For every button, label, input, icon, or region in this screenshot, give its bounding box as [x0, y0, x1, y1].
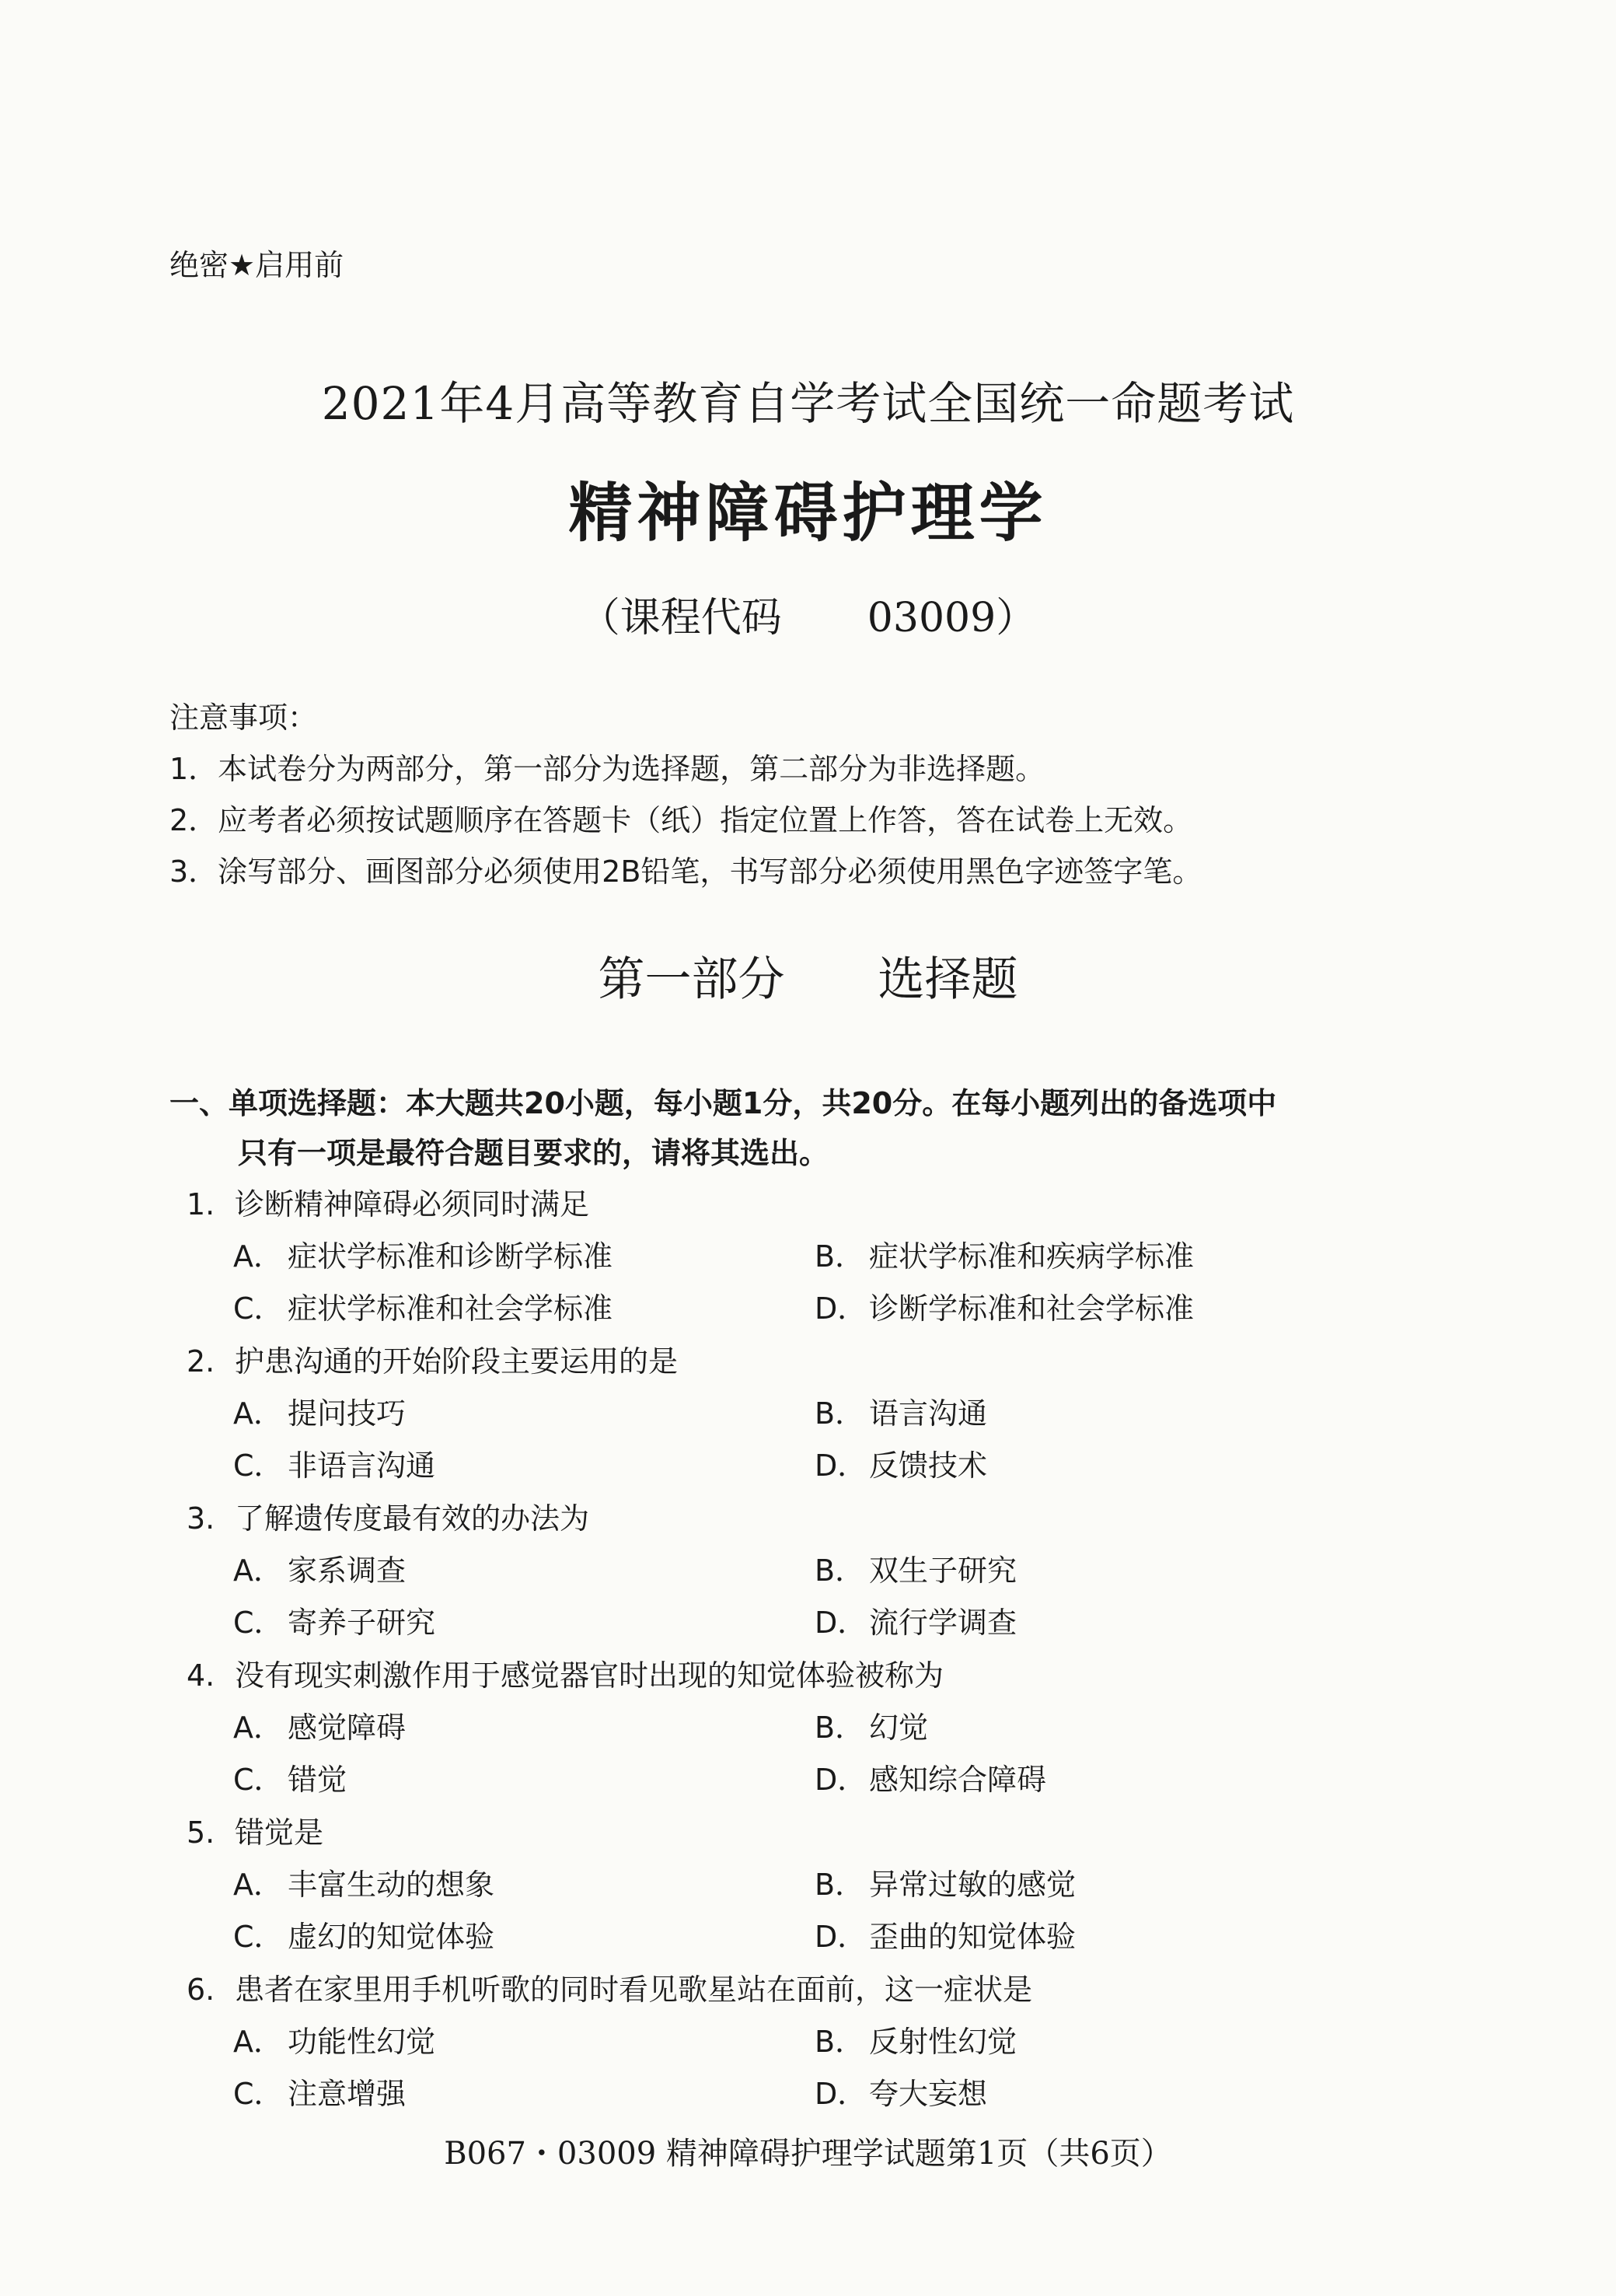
option-letter: D．: [815, 1763, 867, 1797]
option-letter: C．: [233, 1763, 284, 1797]
answer-option: [815, 2070, 987, 2113]
answer-option: [233, 1232, 613, 1275]
answer-option: [815, 1913, 1076, 1955]
option-text: 流行学调查: [869, 1606, 1017, 1640]
part-title: 选择题: [878, 952, 1018, 1007]
question-number: 3.: [187, 1501, 215, 1536]
course-code-label: （课程代码: [579, 595, 782, 641]
page-footer: B067・03009 精神障碍护理学试题第1页（共6页）: [444, 2136, 1172, 2172]
option-letter: D．: [815, 1920, 867, 1954]
answer-option: [815, 1284, 1194, 1327]
option-letter: D．: [815, 2077, 867, 2111]
option-letter: D．: [815, 1449, 867, 1483]
section-heading: 一、单项选择题：本大题共20小题，每小题1分，共20分。在每小题列出的备选项中: [169, 1086, 1277, 1120]
question-text: 护患沟通的开始阶段主要运用的是: [235, 1344, 679, 1379]
answer-option: [815, 2018, 1017, 2060]
option-text: 幻觉: [869, 1711, 929, 1745]
option-letter: A．: [233, 1239, 283, 1274]
question-stem: [187, 1180, 589, 1223]
option-letter: B．: [815, 1711, 865, 1745]
answer-option: [815, 1442, 987, 1484]
answer-option: [815, 1546, 1017, 1589]
answer-option: [233, 1704, 406, 1746]
notice-heading: 注意事项：: [169, 701, 318, 735]
exam-title: 2021年4月高等教育自学考试全国统一命题考试: [321, 377, 1295, 430]
course-code-value: 03009）: [867, 595, 1037, 641]
option-text: 寄养子研究: [288, 1606, 436, 1640]
option-letter: A．: [233, 1396, 283, 1431]
question-text: 了解遗传度最有效的办法为: [235, 1501, 590, 1536]
question-stem: [187, 1966, 1032, 2008]
notice-item: 2．应考者必须按试题顺序在答题卡（纸）指定位置上作答，答在试卷上无效。: [169, 803, 1193, 837]
question-text: 诊断精神障碍必须同时满足: [235, 1187, 590, 1221]
question-number: 1.: [187, 1187, 215, 1221]
question-text: 患者在家里用手机听歌的同时看见歌星站在面前，这一症状是: [235, 1973, 1033, 2007]
option-text: 感知综合障碍: [869, 1763, 1047, 1797]
option-letter: C．: [233, 2077, 284, 2111]
option-text: 双生子研究: [869, 1553, 1017, 1588]
question-text: 没有现实刺激作用于感觉器官时出现的知觉体验被称为: [235, 1658, 944, 1693]
option-letter: B．: [815, 1396, 865, 1431]
answer-option: [233, 1389, 406, 1432]
option-letter: B．: [815, 2025, 865, 2059]
course-code: [0, 585, 1616, 643]
answer-option: [815, 1861, 1076, 1903]
answer-option: [233, 1442, 435, 1484]
option-letter: A．: [233, 1868, 283, 1902]
option-text: 注意增强: [288, 2077, 407, 2111]
part-heading: [0, 942, 1616, 1009]
option-text: 语言沟通: [869, 1396, 988, 1431]
option-text: 歪曲的知觉体验: [869, 1920, 1077, 1954]
question-stem: [187, 1808, 323, 1851]
question-number: 4.: [187, 1658, 215, 1693]
option-letter: C．: [233, 1449, 284, 1483]
section-heading-cont: 只有一项是最符合题目要求的，请将其选出。: [238, 1136, 829, 1170]
question-number: 6.: [187, 1973, 215, 2007]
answer-option: [815, 1756, 1046, 1798]
answer-option: [233, 1756, 347, 1798]
option-letter: A．: [233, 1553, 283, 1588]
answer-option: [233, 1599, 435, 1641]
option-text: 错觉: [288, 1763, 347, 1797]
subject-title: 精神障碍护理学: [568, 476, 1048, 550]
option-letter: A．: [233, 1711, 283, 1745]
option-letter: B．: [815, 1868, 865, 1902]
answer-option: [233, 2070, 406, 2113]
option-text: 症状学标准和社会学标准: [288, 1291, 613, 1326]
answer-option: [815, 1704, 928, 1746]
answer-option: [233, 1913, 494, 1955]
notice-item: 1．本试卷分为两部分，第一部分为选择题，第二部分为非选择题。: [169, 752, 1045, 786]
option-text: 家系调查: [288, 1553, 407, 1588]
option-text: 异常过敏的感觉: [869, 1868, 1077, 1902]
question-stem: [187, 1337, 678, 1380]
option-text: 丰富生动的想象: [288, 1868, 495, 1902]
option-text: 诊断学标准和社会学标准: [869, 1291, 1195, 1326]
answer-option: [233, 1284, 613, 1327]
option-text: 症状学标准和疾病学标准: [869, 1239, 1195, 1274]
option-text: 感觉障碍: [288, 1711, 407, 1745]
answer-option: [233, 2018, 435, 2060]
question-text: 错觉是: [235, 1815, 324, 1850]
option-letter: B．: [815, 1553, 865, 1588]
answer-option: [815, 1389, 987, 1432]
option-letter: C．: [233, 1920, 284, 1954]
option-letter: A．: [233, 2025, 283, 2059]
option-text: 反射性幻觉: [869, 2025, 1017, 2059]
answer-option: [815, 1599, 1017, 1641]
answer-option: [233, 1546, 406, 1589]
notice-item: 3．涂写部分、画图部分必须使用2B铅笔，书写部分必须使用黑色字迹签字笔。: [169, 854, 1202, 889]
question-number: 2.: [187, 1344, 215, 1379]
question-number: 5.: [187, 1815, 215, 1850]
question-stem: [187, 1651, 944, 1694]
part-name: 第一部分: [598, 952, 785, 1007]
answer-option: [815, 1232, 1194, 1275]
option-letter: B．: [815, 1239, 865, 1274]
question-stem: [187, 1494, 589, 1537]
answer-option: [233, 1861, 494, 1903]
option-text: 夸大妄想: [869, 2077, 988, 2111]
option-letter: D．: [815, 1606, 867, 1640]
option-text: 虚幻的知觉体验: [288, 1920, 495, 1954]
option-text: 功能性幻觉: [288, 2025, 436, 2059]
secret-mark: 绝密★启用前: [169, 248, 344, 282]
option-text: 反馈技术: [869, 1449, 988, 1483]
option-letter: C．: [233, 1291, 284, 1326]
option-text: 非语言沟通: [288, 1449, 436, 1483]
option-letter: D．: [815, 1291, 867, 1326]
option-letter: C．: [233, 1606, 284, 1640]
option-text: 提问技巧: [288, 1396, 407, 1431]
option-text: 症状学标准和诊断学标准: [288, 1239, 613, 1274]
